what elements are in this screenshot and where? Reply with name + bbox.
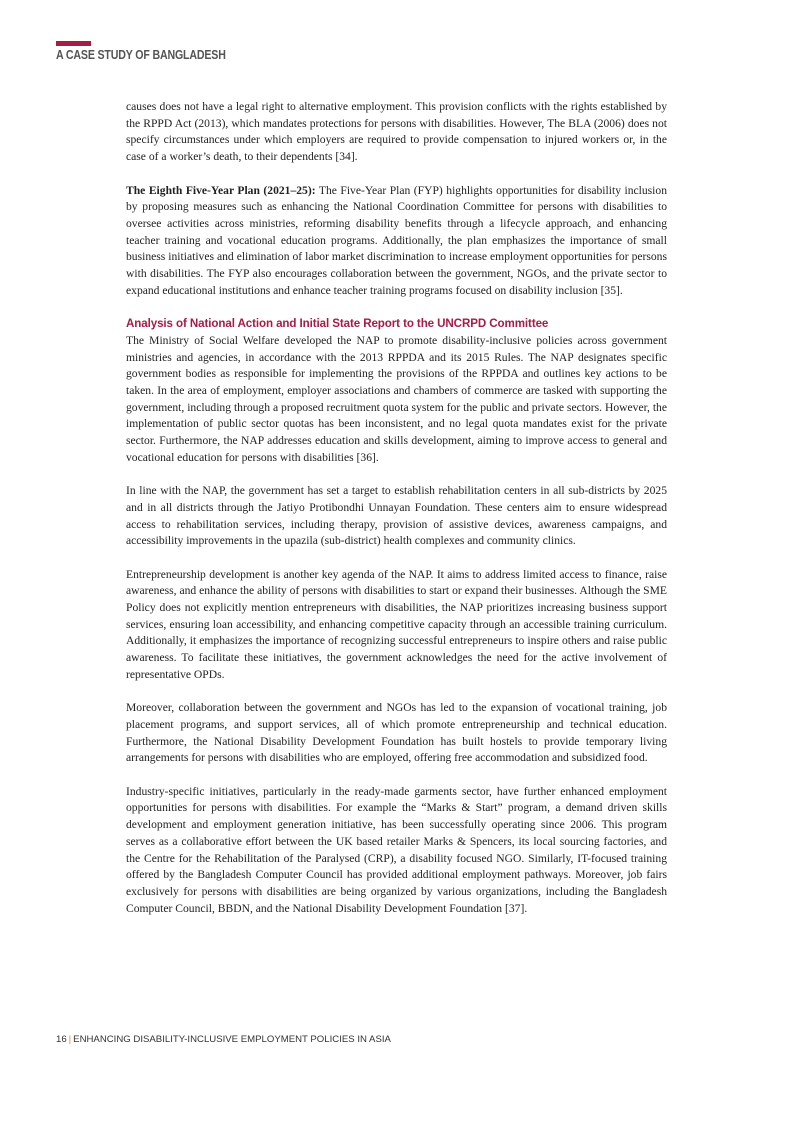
- paragraph-ngo-collaboration: Moreover, collaboration between the government and NGOs has led to the expansion of vocational training, job placement programs, and support services, all of which promote entrepreneurship and technical education. Furthermore, the National Disability Development Foundation has built hostels to provide temporary living arrangements for persons with disabilities who are employed, offering free accommodation and subsidized food.: [126, 701, 667, 765]
- paragraph-rehabilitation-centers: In line with the NAP, the government has set a target to establish rehabilitation centers in all sub-districts by 2025 and in all districts through the Jatiyo Protibondhi Unnayan Foundation. These centers aim to ensure widespread access to rehabilitation services, including therapy, provision of assistive devices, awareness campaigns, and accessibility improvements in the upazila (sub-district) health complexes and community clinics.: [126, 484, 667, 548]
- paragraph-ministry-nap: The Ministry of Social Welfare developed the NAP to promote disability-inclusive policies across government ministries and agencies, in accordance with the 2013 RPPDA and its 2015 Rules. The NAP designates specific government bodies as responsible for implementing the provisions of the RPPDA and outlines key actions to be taken. In the area of employment, employer associations and chambers of commerce are tasked with supporting the government, including through a proposed recruitment quota system for the public and private sectors. However, the implementation of public sector quotas has been inconsistent, and no legal quota mandates exist for the private sector. Furthermore, the NAP addresses education and skills development, aiming to improve access to general and vocational education for persons with disabilities [36].: [126, 333, 667, 464]
- page-number: 16: [56, 1034, 67, 1045]
- paragraph-industry-initiatives: Industry-specific initiatives, particularly in the ready-made garments sector, have further enhanced employment opportunities for persons with disabilities. For example the “Marks & Start” program, a demand driven skills development and employment generation initiative, has been successfully operating since 2006. This program serves as a collaborative effort between the UK based retailer Marks & Spencers, its local sourcing factories, and the Centre for the Rehabilitation of the Paralysed (CRP), a disability focused NGO. Similarly, IT-focused training offered by the Bangladesh Computer Council has provided additional employment pathways. Moreover, job fairs exclusively for persons with disabilities are being organized by various organizations, including the Bangladesh Computer Council, BBDN, and the National Disability Development Foundation [37].: [126, 784, 667, 915]
- footer-separator: |: [68, 1034, 72, 1045]
- paragraph-bla-continuation: causes does not have a legal right to alternative employment. This provision conflicts with the rights established by the RPPD Act (2013), which mandates protections for persons with disabilities. However, The BLA (2006) does not specify circumstances under which employers are required to provide compensation to injured workers or, in the case of a worker’s death, to their dependents [34].: [126, 100, 667, 164]
- running-header-title: A CASE STUDY OF BANGLADESH: [56, 48, 226, 62]
- paragraph-lead-label: The Eighth Five-Year Plan (2021–25):: [126, 183, 316, 197]
- footer-title: ENHANCING DISABILITY-INCLUSIVE EMPLOYMENT POLICIES IN ASIA: [73, 1034, 391, 1045]
- page-body: [126, 99, 667, 917]
- header-accent-bar: [56, 41, 91, 46]
- paragraph-entrepreneurship: Entrepreneurship development is another key agenda of the NAP. It aims to address limited access to finance, raise awareness, and enhance the ability of persons with disabilities to start or expand their businesses. Although the SME Policy does not explicitly mention entrepreneurs with disabilities, the NAP prioritizes increasing business support services, ensuring loan accessibility, and enhancing competitive capacity through an accessible training curriculum. Additionally, it emphasizes the importance of recognizing successful entrepreneurs to inspire others and raise public awareness. To facilitate these initiatives, the government acknowledges the need for the active involvement of representative OPDs.: [126, 567, 667, 681]
- section-heading: Analysis of National Action and Initial State Report to the UNCRPD Committee: [126, 317, 549, 331]
- paragraph-eighth-five-year-plan: [126, 183, 667, 300]
- paragraph-body-text: The Five-Year Plan (FYP) highlights opportunities for disability inclusion by proposing measures such as enhancing the National Coordination Committee for persons with disabilities to oversee activities across ministries, reforming disability benefits through a lifecycle approach, and enhancing teacher training and vocational education programs. Additionally, the plan emphasizes the importance of small business initiatives and elimination of labor market discrimination to increase employment opportunities for persons with disabilities. The FYP also encourages collaboration between the government, NGOs, and the private sector to expand educational institutions and enhance teacher training programs focused on disability inclusion [35].: [126, 183, 667, 297]
- page-footer: [56, 1034, 391, 1045]
